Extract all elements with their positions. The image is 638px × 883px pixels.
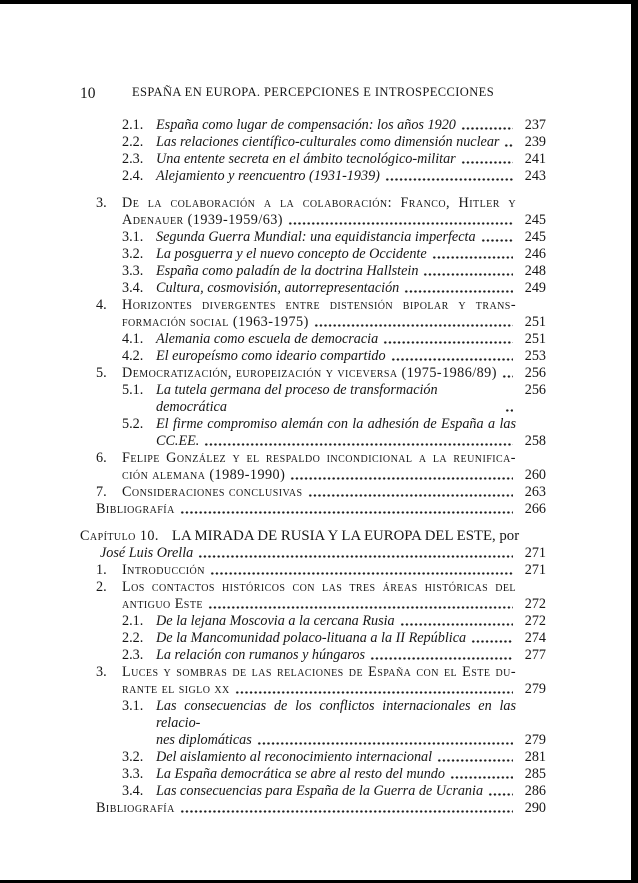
toc-entry-text-part: Cultura, cosmovisión, autorrepresentación (156, 280, 400, 296)
dot-leader (208, 605, 513, 610)
dot-leader (383, 340, 513, 345)
toc-entry-title (122, 596, 203, 613)
toc-entry-title (156, 783, 483, 800)
toc-entry-text-part: antiguo Este (122, 596, 203, 612)
toc-page-number: 272 (524, 596, 546, 612)
toc-row (80, 647, 546, 664)
toc-entry-text-part: Del aislamiento al reconocimiento internacional (156, 749, 433, 765)
toc-entry-title (156, 331, 378, 348)
toc-entry-title (156, 433, 199, 450)
toc-entry-text-part: España como lugar de compensación: los años 1920 (156, 117, 456, 133)
toc-entry-text-part: La relación con rumanos y húngaros (156, 647, 365, 663)
toc-entry-text-part: Democratización, europeización y viceversa (1975-1986/89) (122, 365, 497, 381)
toc-entry-text-part: Felipe González y el respaldo incondicional a la reunifica- (122, 450, 516, 466)
toc-entry-title (122, 681, 230, 698)
toc-page-number: 256 (524, 382, 546, 398)
dot-leader (488, 792, 513, 797)
toc-page-number: 281 (524, 749, 546, 765)
toc-entry-title (156, 151, 456, 168)
toc-entry-text-part: Alejamiento y reencuentro (1931-1939) (156, 168, 380, 184)
toc-entry-number: 5.2. (122, 416, 144, 432)
toc-page-number: 277 (524, 647, 546, 663)
toc-entry-number: 2.2. (122, 630, 144, 646)
toc-entry-title (96, 800, 175, 817)
toc-entry-number: 2.3. (122, 647, 144, 663)
toc-entry-number: 2.2. (122, 134, 144, 150)
toc-entry-text-part: Las consecuencias para España de la Guerra de Ucrania (156, 783, 484, 799)
toc-entry-text-part: rante el siglo xx (122, 681, 230, 697)
toc-row (80, 212, 546, 229)
toc-entry-title (156, 749, 432, 766)
running-title: ESPAÑA EN EUROPA. PERCEPCIONES E INTROSPECCIONES (131, 85, 495, 99)
toc-row (80, 314, 546, 331)
toc-entry-number: 4.1. (122, 331, 144, 347)
toc-entry-text-part: ción alemana (1989-1990) (122, 467, 286, 483)
toc-entry-number: 3.2. (122, 246, 144, 262)
toc-entry-title (122, 484, 303, 501)
toc-entry-text-part: Alemania como escuela de democracia (156, 331, 379, 347)
dot-leader (404, 289, 513, 294)
toc-row (80, 630, 546, 647)
toc-entry-text-part: Las consecuencias de los conflictos internacionales en las relacio- (156, 698, 516, 731)
toc-page-number: 271 (524, 562, 546, 578)
dot-leader (481, 238, 513, 243)
running-head (80, 85, 546, 103)
toc-entry-title (156, 613, 395, 630)
dot-leader (423, 272, 513, 277)
toc-page-number: 274 (524, 630, 546, 646)
toc-page-number: 241 (524, 151, 546, 167)
toc-entry-title (156, 117, 456, 134)
toc-row (80, 698, 546, 732)
toc-entry-text-part: La tutela germana del proceso de transformación democrática (156, 382, 438, 415)
toc-entry-text-part: Una entente secreta en el ámbito tecnológico-militar (156, 151, 456, 167)
toc-entry-number: 4.2. (122, 348, 144, 364)
toc-page-number: 285 (524, 766, 546, 782)
toc-entry-text-part: Horizontes divergentes entre distensión bipolar y trans- (122, 297, 516, 313)
table-of-contents (80, 117, 546, 817)
toc-entry-title (156, 416, 516, 433)
toc-entry-title (156, 630, 466, 647)
toc-page-number: 243 (524, 168, 546, 184)
toc-row (80, 229, 546, 246)
toc-row (80, 783, 546, 800)
toc-entry-title (156, 229, 476, 246)
toc-entry-number: 7. (96, 484, 107, 500)
toc-entry-number: 1. (96, 562, 107, 578)
toc-row (80, 562, 546, 579)
toc-row (80, 382, 546, 416)
toc-entry-title (156, 134, 499, 151)
toc-entry-title (96, 501, 175, 518)
toc-row (80, 246, 546, 263)
toc-entry-number: 3.1. (122, 698, 144, 714)
toc-row (80, 134, 546, 151)
dot-leader (257, 741, 513, 746)
toc-page-number: 253 (524, 348, 546, 364)
toc-page-number: 256 (524, 365, 546, 381)
toc-page-number: 286 (524, 783, 546, 799)
page-folio-number: 10 (80, 85, 96, 102)
toc-row (80, 501, 546, 518)
toc-page-number: 266 (524, 501, 546, 517)
toc-row (80, 331, 546, 348)
toc-entry-text-part: De la lejana Moscovia a la cercana Rusia (156, 613, 395, 629)
toc-row (80, 613, 546, 630)
toc-entry-number: 2.1. (122, 117, 144, 133)
toc-entry-title (122, 314, 309, 331)
toc-entry-number: 3.2. (122, 749, 144, 765)
toc-page-number: 237 (524, 117, 546, 133)
toc-entry-text-part: La España democrática se abre al resto del mundo (156, 766, 445, 782)
toc-entry-title (156, 732, 252, 749)
toc-entry-title (156, 766, 445, 783)
toc-entry-title (122, 297, 516, 314)
dot-leader (308, 493, 513, 498)
toc-entry-text-part: CC.EE. (156, 433, 200, 449)
toc-entry-number: 3.1. (122, 229, 144, 245)
toc-row (80, 263, 546, 280)
dot-leader (370, 656, 513, 661)
toc-row (80, 117, 546, 134)
toc-page-number: 290 (524, 800, 546, 816)
dot-leader (471, 639, 513, 644)
toc-entry-text-part: nes diplomáticas (156, 732, 252, 748)
toc-page-number: 248 (524, 263, 546, 279)
dot-leader (198, 554, 513, 559)
toc-row (80, 528, 546, 545)
dot-leader (314, 323, 513, 328)
toc-entry-title (100, 545, 193, 562)
toc-entry-title (156, 280, 399, 297)
toc-page-number: 260 (524, 467, 546, 483)
toc-page-number: 246 (524, 246, 546, 262)
toc-entry-number: 2.1. (122, 613, 144, 629)
toc-page-number: 245 (524, 212, 546, 228)
toc-entry-title (156, 246, 427, 263)
dot-leader (210, 571, 513, 576)
toc-entry-title (156, 382, 500, 416)
toc-entry-title (156, 647, 365, 664)
toc-entry-title (122, 365, 497, 382)
toc-page-number: 251 (524, 331, 546, 347)
toc-row (80, 681, 546, 698)
dot-leader (505, 408, 513, 413)
toc-row (80, 151, 546, 168)
toc-page-number: 258 (524, 433, 546, 449)
toc-entry-text-part: formación social (1963-1975) (122, 314, 309, 330)
toc-entry-number: 3.3. (122, 263, 144, 279)
toc-entry-text-part: José Luis Orella (100, 545, 194, 561)
toc-page-number: 279 (524, 681, 546, 697)
toc-row (80, 732, 546, 749)
dot-leader (437, 758, 513, 763)
toc-row (80, 280, 546, 297)
toc-page-number: 245 (524, 229, 546, 245)
toc-entry-title (122, 450, 516, 467)
dot-leader (180, 510, 513, 515)
dot-leader (504, 143, 513, 148)
toc-row (80, 800, 546, 817)
toc-entry-number: 3. (96, 664, 107, 680)
toc-page-number: 249 (524, 280, 546, 296)
dot-leader (432, 255, 513, 260)
toc-entry-text-part: El firme compromiso alemán con la adhesión de España a las (156, 416, 516, 432)
toc-entry-number: 3.4. (122, 280, 144, 296)
toc-entry-title (156, 263, 418, 280)
toc-entry-title (122, 212, 283, 229)
toc-row (80, 365, 546, 382)
toc-row (80, 433, 546, 450)
toc-page-number: 279 (524, 732, 546, 748)
dot-leader (288, 221, 513, 226)
toc-row (80, 664, 546, 681)
dot-leader (502, 374, 513, 379)
toc-row (80, 749, 546, 766)
toc-entry-number: 3.3. (122, 766, 144, 782)
toc-entry-title (122, 467, 285, 484)
toc-page-number: 239 (524, 134, 546, 150)
toc-entry-number: 5.1. (122, 382, 144, 398)
dot-leader (400, 622, 513, 627)
toc-row (80, 450, 546, 467)
toc-entry-text-part: Segunda Guerra Mundial: una equidistancia imperfecta (156, 229, 476, 245)
toc-entry-number: 2.3. (122, 151, 144, 167)
dot-leader (235, 690, 513, 695)
toc-entry-number: 5. (96, 365, 107, 381)
toc-entry-number: 6. (96, 450, 107, 466)
toc-entry-title (156, 168, 380, 185)
toc-entry-number: 3.4. (122, 783, 144, 799)
toc-page-number: 271 (524, 545, 546, 561)
toc-entry-number: 2.4. (122, 168, 144, 184)
toc-row (80, 484, 546, 501)
dot-leader (461, 126, 513, 131)
dot-leader (450, 775, 513, 780)
toc-row (80, 195, 546, 212)
dot-leader (391, 357, 513, 362)
dot-leader (180, 809, 513, 814)
toc-row (80, 596, 546, 613)
toc-entry-text-part: Adenauer (1939-1959/63) (122, 212, 283, 228)
dot-leader (290, 476, 513, 481)
toc-entry-text-part: Luces y sombras de las relaciones de España con el Este du- (122, 664, 516, 680)
toc-entry-text-part: El europeísmo como ideario compartido (156, 348, 386, 364)
toc-page-number: 263 (524, 484, 546, 500)
toc-entry-title (80, 528, 546, 545)
toc-entry-text-part: Consideraciones conclusivas (122, 484, 303, 500)
dot-leader (204, 442, 513, 447)
toc-entry-text-part: Bibliografía (96, 800, 175, 816)
toc-entry-text-part: De la Mancomunidad polaco-lituana a la II República (156, 630, 467, 646)
toc-row (80, 579, 546, 596)
toc-row (80, 168, 546, 185)
toc-entry-text-part: LA MIRADA DE RUSIA Y LA EUROPA DEL ESTE, por (171, 528, 520, 544)
toc-entry-title (122, 664, 516, 681)
toc-entry-text-part: Las relaciones científico-culturales como dimensión nuclear (156, 134, 500, 150)
toc-row (80, 545, 546, 562)
toc-row (80, 416, 546, 433)
toc-entry-number: 4. (96, 297, 107, 313)
toc-entry-title (122, 195, 516, 212)
toc-entry-number: 3. (96, 195, 107, 211)
toc-entry-title (156, 698, 516, 732)
toc-entry-text-part: Bibliografía (96, 501, 175, 517)
toc-entry-number: 2. (96, 579, 107, 595)
toc-entry-text-part: España como paladín de la doctrina Hallstein (156, 263, 419, 279)
toc-entry-text-part: Capítulo 10. (80, 528, 159, 544)
toc-entry-text-part: De la colaboración a la colaboración: Franco, Hitler y (122, 195, 516, 211)
toc-row (80, 467, 546, 484)
toc-row (80, 297, 546, 314)
toc-entry-title (156, 348, 386, 365)
toc-entry-title (122, 562, 205, 579)
toc-entry-text-part: Introducción (122, 562, 205, 578)
toc-entry-title (122, 579, 516, 596)
toc-entry-text-part: Los contactos históricos con las tres áreas históricas del (122, 579, 516, 595)
toc-row (80, 348, 546, 365)
toc-page-number: 272 (524, 613, 546, 629)
dot-leader (385, 177, 513, 182)
toc-entry-text-part: La posguerra y el nuevo concepto de Occidente (156, 246, 427, 262)
dot-leader (461, 160, 513, 165)
toc-page-number: 251 (524, 314, 546, 330)
toc-row (80, 766, 546, 783)
